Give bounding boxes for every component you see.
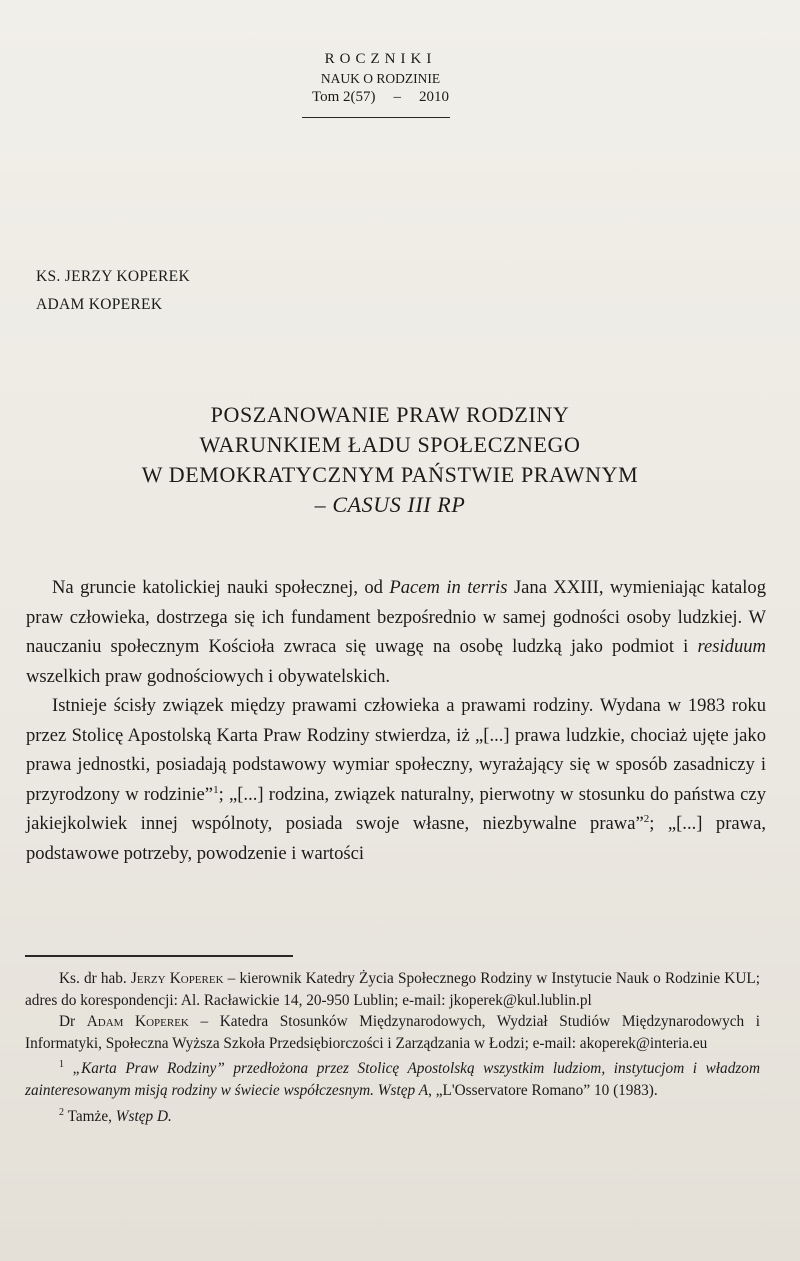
- p2-text-a: Istnieje ścisły związek między prawami człowieka a prawami rodziny. Wydana w 1983 roku przez Stolicę Apostolską Karta Praw Rodziny stwierdza, iż „[...] prawa ludzkie, chociaż ujęte jako prawa jednostki, posiadają podstawowy wymiar społeczny, wyrażający się w sposób zasadniczy i przyrodzony w rodzinie”: [26, 695, 766, 805]
- paragraph-1: [26, 573, 766, 691]
- fn-a2-name: Adam Koperek: [86, 1013, 189, 1031]
- volume-number: Tom 2(57): [312, 89, 376, 105]
- author-2: ADAM KOPEREK: [36, 296, 163, 313]
- footnote-ref-1[interactable]: 1: [213, 783, 219, 796]
- author-1: KS. JERZY KOPEREK: [36, 268, 190, 285]
- footnote-1: [25, 1054, 760, 1101]
- article-body: [26, 573, 766, 868]
- fn1-rest: , „L'Osservatore Romano” 10 (1983).: [428, 1082, 658, 1100]
- title-line-3: W DEMOKRATYCZNYM PAŃSTWIE PRAWNYM: [141, 462, 639, 487]
- footnotes: [25, 968, 760, 1127]
- volume-line: [308, 88, 453, 107]
- running-head-rule: [302, 117, 450, 118]
- footnote-author-1: [25, 968, 760, 1011]
- footnote-2: [25, 1102, 760, 1128]
- fn2-text: Tamże,: [67, 1107, 116, 1125]
- title-casus: CASUS III RP: [332, 492, 466, 517]
- p1-text-b: Jana XXIII, wymieniając katalog praw człowieka, dostrzega się ich fundament bezpośrednio w samej godności osoby ludzkiej. W nauczaniu społecznym Kościoła zwraca się uwagę na osobę ludzką jako podmiot i: [26, 577, 766, 657]
- journal-subtitle: NAUK O RODZINIE: [320, 71, 441, 86]
- fn1-italic: „Karta Praw Rodziny” przedłożona przez Stolicę Apostolską wszystkim ludziom, instytucjom i władzom zainteresowanym misją rodziny w świecie współczesnym. Wstęp A: [25, 1060, 760, 1100]
- running-head: [308, 50, 453, 107]
- journal-name: ROCZNIKI: [324, 51, 437, 67]
- footnote-author-2: [25, 1011, 760, 1054]
- footnote-rule: [25, 955, 293, 957]
- title-line-4: [60, 490, 720, 520]
- footnote-ref-2[interactable]: 2: [643, 812, 650, 825]
- title-line-2: WARUNKIEM ŁADU SPOŁECZNEGO: [199, 432, 581, 457]
- title-dash: –: [314, 492, 333, 517]
- author-list: [36, 263, 190, 319]
- p2-text-c: ; „[...] prawa, podstawowe potrzeby, powodzenie i wartości: [26, 813, 766, 864]
- fn-a1-prefix: Ks. dr hab.: [59, 970, 131, 987]
- p1-text-c: wszelkich praw godnościowych i obywatelskich.: [26, 665, 391, 687]
- fn2-number: 2: [59, 1106, 64, 1118]
- title-line-1: POSZANOWANIE PRAW RODZINY: [210, 402, 570, 427]
- paragraph-2: [26, 691, 766, 868]
- fn-a1-rest: – kierownik Katedry Życia Społecznego Rodziny w Instytucie Nauk o Rodzinie KUL; adres do korespondencji: Al. Racławickie 14, 20-950 Lublin; e-mail: jkoperek@kul.lublin.pl: [25, 970, 760, 1009]
- fn-a1-name: Jerzy Koperek: [130, 970, 224, 987]
- p2-text-b: ; „[...] rodzina, związek naturalny, pierwotny w stosunku do państwa czy jakiejkolwiek innej wspólnoty, posiada swoje własne, niezbywalne prawa”: [26, 783, 766, 834]
- p1-italic-pacem: Pacem in terris: [389, 577, 508, 598]
- article-title: [60, 400, 720, 520]
- p1-italic-residuum: residuum: [697, 636, 766, 657]
- p1-text-a: Na gruncie katolickiej nauki społecznej, od: [52, 577, 390, 598]
- fn2-italic: Wstęp D.: [115, 1107, 172, 1125]
- fn-a2-rest: – Katedra Stosunków Międzynarodowych, Wydział Studiów Międzynarodowych i Informatyki, Społeczna Wyższa Szkoła Przedsiębiorczości i Zarządzania w Łodzi; e-mail: akoperek@interia.eu: [25, 1013, 760, 1052]
- fn-a2-prefix: Dr: [59, 1013, 87, 1031]
- volume-year: 2010: [419, 89, 449, 105]
- fn1-number: 1: [59, 1059, 64, 1071]
- volume-dash: –: [393, 89, 402, 105]
